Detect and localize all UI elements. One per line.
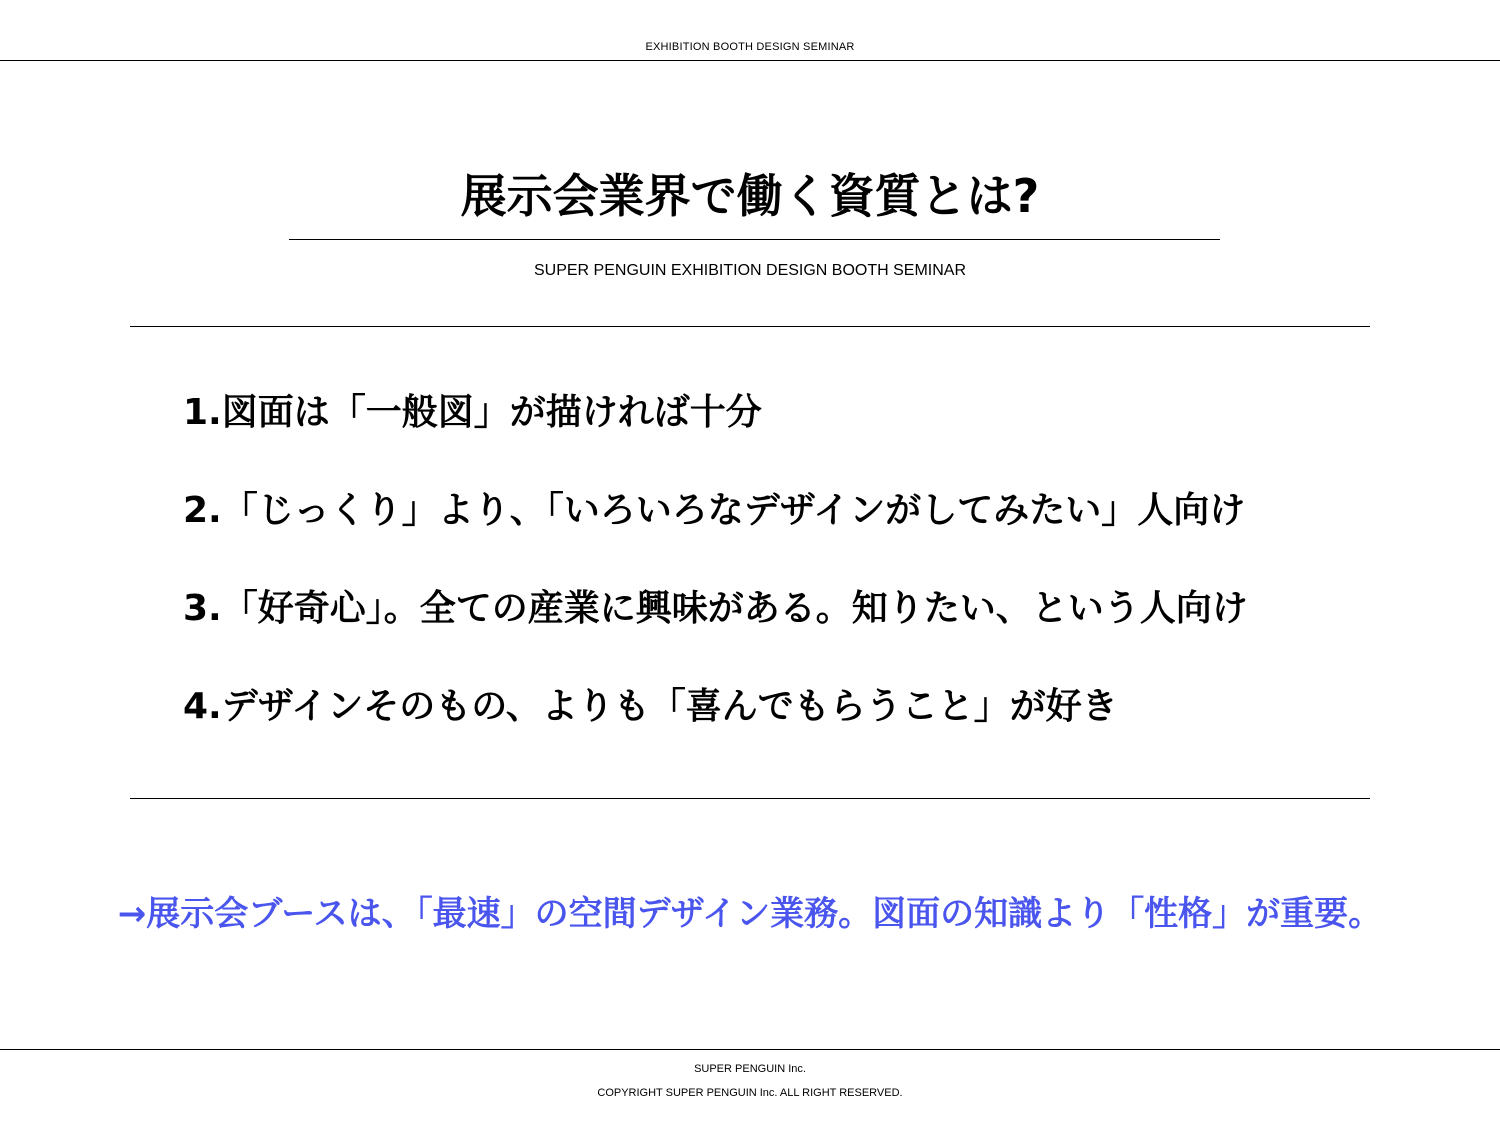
footer-company: SUPER PENGUIN Inc. (694, 1063, 806, 1075)
conclusion-text: →展示会ブースは、「最速」の空間デザイン業務。図面の知識より「性格」が重要。 (117, 894, 1383, 934)
list-item-1: 1.図面は「一般図」が描ければ十分 (183, 392, 762, 433)
points-list (183, 386, 1363, 778)
header-divider (0, 60, 1500, 61)
list-bottom-divider (130, 798, 1370, 799)
header-label: EXHIBITION BOOTH DESIGN SEMINAR (645, 41, 855, 53)
list-item-3: 3.「好奇心」。全ての産業に興味がある。知りたい、という人向け (183, 588, 1248, 629)
title-underline (289, 239, 1220, 240)
slide-subtitle: SUPER PENGUIN EXHIBITION DESIGN BOOTH SEMINAR (533, 262, 967, 279)
list-item-2: 2.「じっくり」より、「いろいろなデザインがしてみたい」人向け (183, 490, 1246, 531)
list-item-4: 4.デザインそのもの、よりも「喜んでもらうこと」が好き (183, 686, 1118, 727)
list-top-divider (130, 326, 1370, 327)
slide-title: 展示会業界で働く資質とは? (460, 169, 1040, 223)
footer-divider (0, 1049, 1500, 1050)
footer-copyright: COPYRIGHT SUPER PENGUIN Inc. ALL RIGHT RESERVED. (597, 1087, 903, 1099)
